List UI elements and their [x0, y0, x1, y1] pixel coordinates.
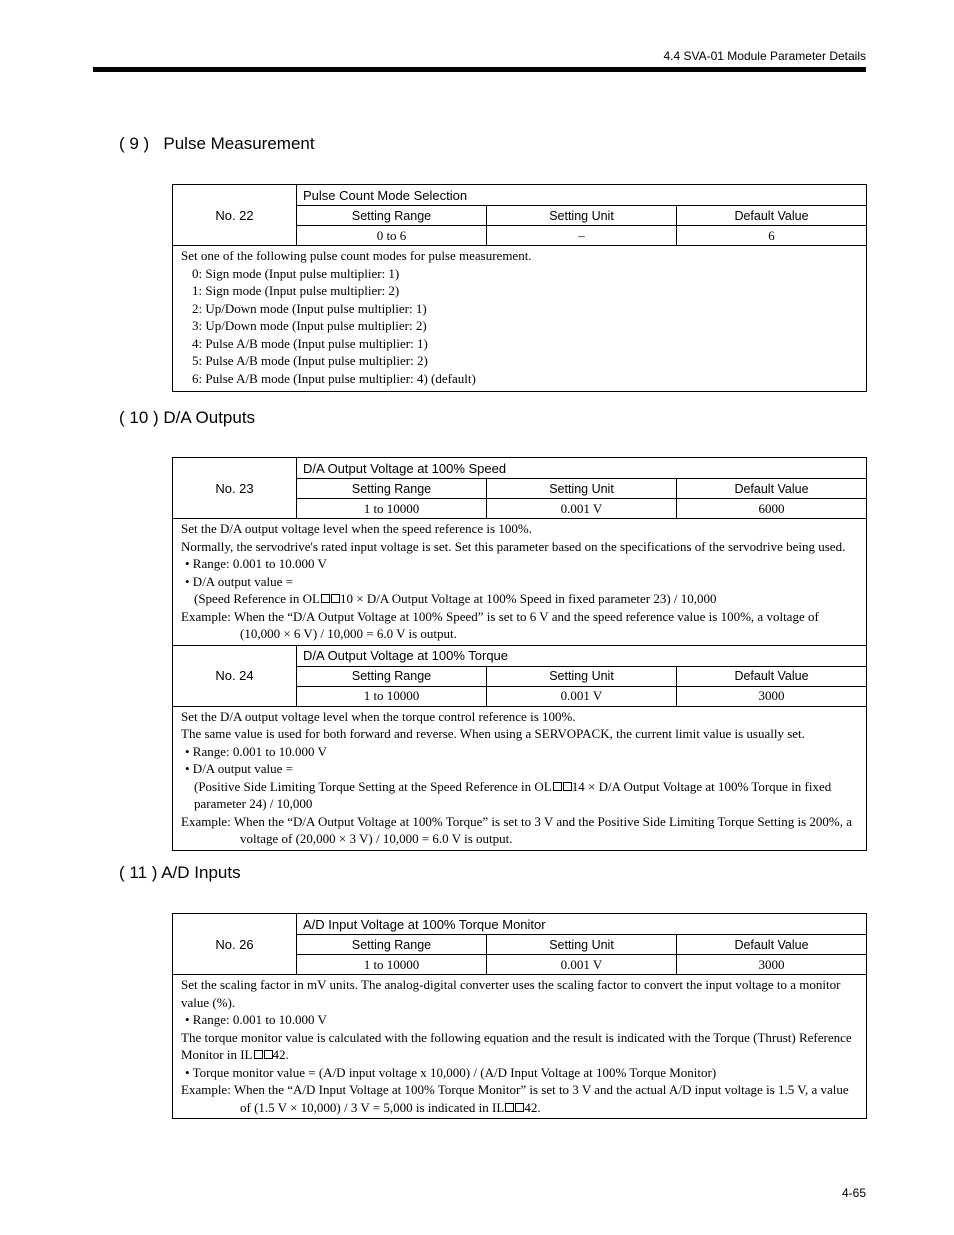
- param-description: [173, 246, 867, 392]
- placeholder-box: [331, 594, 340, 603]
- desc-line: 5: Pulse A/B mode (Input pulse multiplier: 2): [192, 353, 428, 368]
- setting-unit-value: 0.001 V: [487, 499, 677, 519]
- param-number: No. 23: [173, 458, 297, 519]
- param-name: A/D Input Voltage at 100% Torque Monitor: [297, 914, 867, 935]
- setting-range-value: 1 to 10000: [297, 955, 487, 975]
- desc-line: • D/A output value =: [185, 761, 293, 776]
- desc-line: 3: Up/Down mode (Input pulse multiplier: 2): [192, 318, 427, 333]
- desc-line: • Range: 0.001 to 10.000 V: [185, 743, 327, 759]
- default-value-header: Default Value: [677, 206, 867, 226]
- setting-unit-value: –: [487, 226, 677, 246]
- placeholder-box: [254, 1050, 263, 1059]
- setting-unit-header: Setting Unit: [487, 479, 677, 499]
- default-value-header: Default Value: [677, 935, 867, 955]
- setting-unit-header: Setting Unit: [487, 206, 677, 226]
- param-table-no26: [172, 913, 867, 1119]
- desc-line: (Speed Reference in OL 10 × D/A Output Voltage at 100% Speed in fixed parameter 23) / 10,000: [194, 591, 717, 606]
- default-value-header: Default Value: [677, 666, 867, 686]
- desc-line: 0: Sign mode (Input pulse multiplier: 1): [192, 265, 400, 281]
- desc-line: • Torque monitor value = (A/D input voltage x 10,000) / (A/D Input Voltage at 100% Torque Monitor): [185, 1064, 717, 1080]
- placeholder-box: [563, 782, 572, 791]
- setting-range-header: Setting Range: [297, 479, 487, 499]
- desc-line: 1: Sign mode (Input pulse multiplier: 2): [192, 283, 400, 298]
- setting-range-value: 1 to 10000: [297, 686, 487, 706]
- setting-unit-header: Setting Unit: [487, 935, 677, 955]
- desc-line: • Range: 0.001 to 10.000 V: [185, 556, 327, 571]
- param-name: D/A Output Voltage at 100% Speed: [297, 458, 867, 479]
- page-number: 4-65: [841, 1186, 866, 1200]
- setting-range-header: Setting Range: [297, 935, 487, 955]
- setting-range-value: 0 to 6: [297, 226, 487, 246]
- default-value-value: 3000: [677, 686, 867, 706]
- desc-line: 2: Up/Down mode (Input pulse multiplier: 1): [192, 300, 427, 316]
- setting-range-value: 1 to 10000: [297, 499, 487, 519]
- desc-line: Set the D/A output voltage level when the torque control reference is 100%.: [181, 708, 576, 724]
- param-number: No. 26: [173, 914, 297, 975]
- placeholder-box: [515, 1103, 524, 1112]
- setting-range-header: Setting Range: [297, 666, 487, 686]
- default-value-value: 3000: [677, 955, 867, 975]
- default-value-value: 6000: [677, 499, 867, 519]
- desc-line: The same value is used for both forward and reverse. When using a SERVOPACK, the current limit value is usually set.: [181, 726, 805, 741]
- section-title-ad-inputs: ( 11 ) A/D Inputs: [119, 863, 241, 882]
- param-description: [173, 706, 867, 850]
- placeholder-box: [553, 782, 562, 791]
- default-value-header: Default Value: [677, 479, 867, 499]
- param-description: [173, 975, 867, 1119]
- header-rule: [93, 67, 866, 72]
- section-title-pulse-measurement: ( 9 ) Pulse Measurement: [119, 134, 315, 153]
- param-table-no22: [172, 184, 867, 392]
- desc-line: Normally, the servodrive's rated input voltage is set. Set this parameter based on the specifications of the servodrive being used.: [181, 538, 846, 554]
- param-number: No. 22: [173, 185, 297, 246]
- desc-line: 6: Pulse A/B mode (Input pulse multiplier: 4) (default): [192, 370, 476, 386]
- placeholder-box: [264, 1050, 273, 1059]
- desc-line: • D/A output value =: [185, 573, 293, 589]
- setting-unit-value: 0.001 V: [487, 955, 677, 975]
- default-value-value: 6: [677, 226, 867, 246]
- setting-unit-header: Setting Unit: [487, 666, 677, 686]
- desc-line: Example: When the “A/D Input Voltage at 100% Torque Monitor” is set to 3 V and the actual A/D input voltage is 1.5 V, a value of (1.5 V × 10,000) / 3 V = 5,000 is indicated in IL 42.: [181, 1082, 849, 1115]
- placeholder-box: [321, 594, 330, 603]
- param-table-no23-no24: [172, 457, 867, 851]
- setting-range-header: Setting Range: [297, 206, 487, 226]
- placeholder-box: [505, 1103, 514, 1112]
- desc-line: • Range: 0.001 to 10.000 V: [185, 1012, 327, 1027]
- desc-line: Set the D/A output voltage level when the speed reference is 100%.: [181, 521, 532, 536]
- setting-unit-value: 0.001 V: [487, 686, 677, 706]
- desc-line: Set the scaling factor in mV units. The analog-digital converter uses the scaling factor to convert the input voltage to a monitor value (%).: [181, 977, 841, 1010]
- section-title-da-outputs: ( 10 ) D/A Outputs: [119, 408, 256, 427]
- desc-line: 4: Pulse A/B mode (Input pulse multiplier: 1): [192, 335, 428, 351]
- desc-line: (Positive Side Limiting Torque Setting at the Speed Reference in OL 14 × D/A Output Voltage at 100% Torque in fixed parameter 24) / 10,000: [194, 778, 832, 811]
- param-name: Pulse Count Mode Selection: [297, 185, 867, 206]
- desc-line: Set one of the following pulse count modes for pulse measurement.: [181, 248, 532, 263]
- desc-line: The torque monitor value is calculated with the following equation and the result is indicated with the Torque (Thrust) Reference Monitor in IL 42.: [181, 1029, 852, 1062]
- param-name: D/A Output Voltage at 100% Torque: [297, 645, 867, 666]
- desc-line: Example: When the “D/A Output Voltage at 100% Torque” is set to 3 V and the Positive Side Limiting Torque Setting is 200%, a voltage of (20,000 × 3 V) / 10,000 = 6.0 V is output.: [181, 813, 852, 846]
- param-number: No. 24: [173, 645, 297, 706]
- desc-line: Example: When the “D/A Output Voltage at 100% Speed” is set to 6 V and the speed reference value is 100%, a voltage of (10,000 × 6 V) / 10,000 = 6.0 V is output.: [181, 608, 819, 641]
- param-description: [173, 519, 867, 646]
- running-header: 4.4 SVA-01 Module Parameter Details: [663, 49, 866, 63]
